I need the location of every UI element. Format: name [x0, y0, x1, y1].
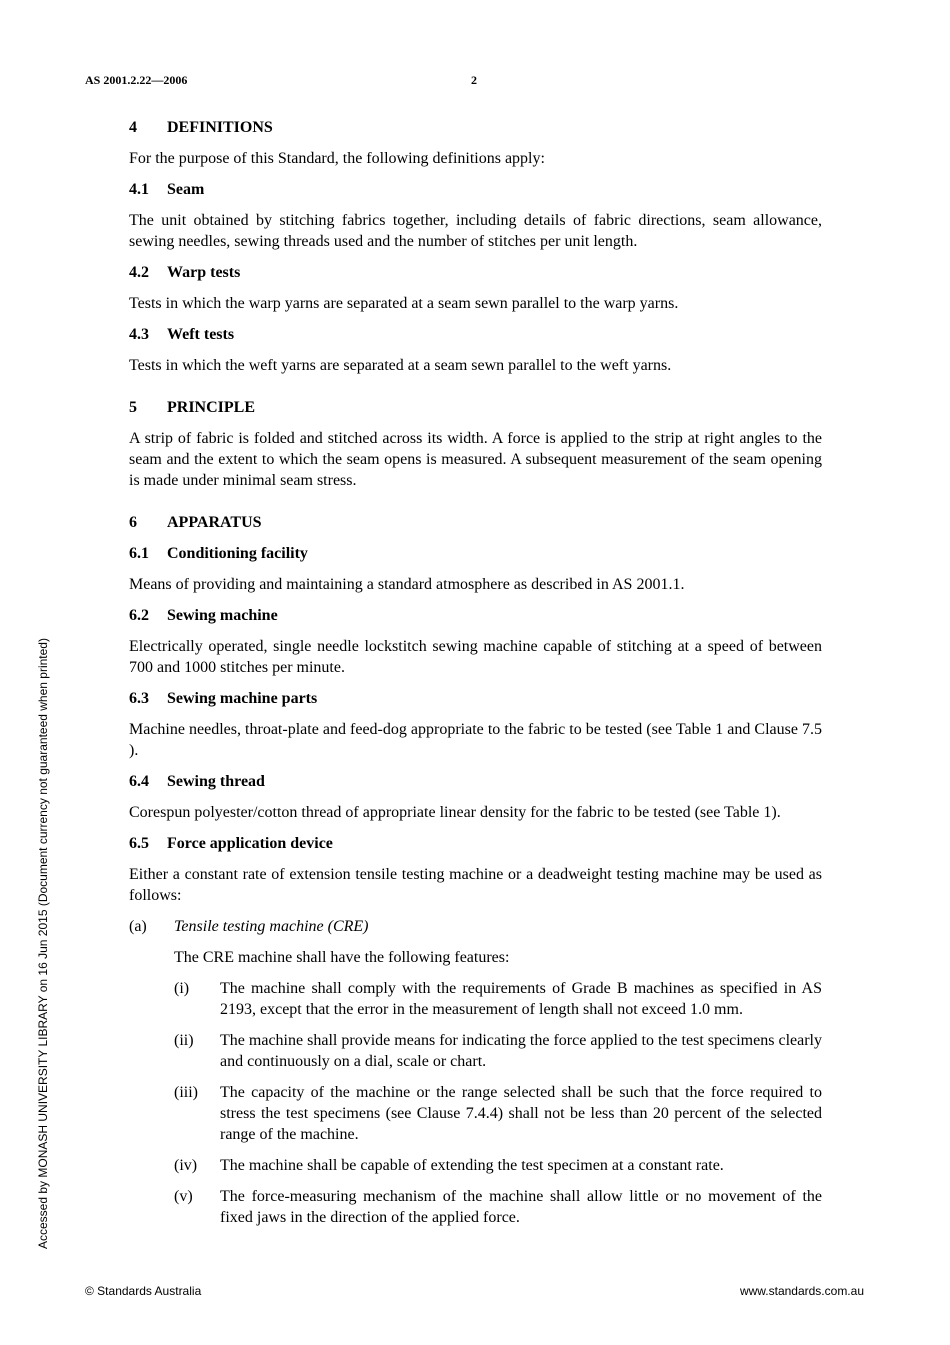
clause-4-3-text: Tests in which the weft yarns are separated at a seam sewn parallel to the weft yarns.	[129, 357, 672, 374]
clause-4-1-text: The unit obtained by stitching fabrics together, including details of fabric directions, seam allowance, sewing needles, sewing threads used and the number of stitches per unit length.	[129, 212, 822, 250]
list-item-text: The capacity of the machine or the range selected shall be such that the force required to stress the test specimens (see Clause 7.4.4) shall not be less than 20 percent of the selected range of the machine.	[220, 1084, 822, 1143]
document-id: AS 2001.2.22—2006	[85, 73, 188, 87]
list-item-a-title: Tensile testing machine (CRE)	[174, 918, 369, 935]
clause-4-3-heading: 4.3 Weft tests	[129, 326, 235, 343]
list-item-text: The machine shall provide means for indicating the force applied to the test specimens clearly and continuously on a dial, scale or chart.	[220, 1032, 822, 1070]
clause-6-3-heading: 6.3 Sewing machine parts	[129, 690, 318, 707]
section-4-intro: For the purpose of this Standard, the following definitions apply:	[129, 150, 545, 167]
clause-6-2-heading: 6.2 Sewing machine	[129, 607, 278, 624]
clause-6-3-text: Machine needles, throat-plate and feed-dog appropriate to the fabric to be tested (see Table 1 and Clause 7.5 ).	[129, 721, 822, 759]
clause-6-1-text: Means of providing and maintaining a standard atmosphere as described in AS 2001.1.	[129, 576, 685, 593]
list-item-iv	[174, 1155, 822, 1176]
section-6-heading: 6 APPARATUS	[129, 514, 262, 531]
list-item-text: The machine shall be capable of extending the test specimen at a constant rate.	[220, 1157, 724, 1174]
clause-6-5-heading: 6.5 Force application device	[129, 835, 333, 852]
footer-website: www.standards.com.au	[739, 1284, 864, 1298]
footer-copyright: © Standards Australia	[85, 1284, 202, 1298]
page-content	[129, 117, 822, 1238]
list-label: (v)	[174, 1188, 193, 1205]
page-number: 2	[471, 73, 477, 87]
clause-4-1-heading: 4.1 Seam	[129, 181, 205, 198]
clause-4-2-text: Tests in which the warp yarns are separated at a seam sewn parallel to the warp yarns.	[129, 295, 679, 312]
list-label: (ii)	[174, 1032, 194, 1049]
list-label: (a)	[129, 918, 147, 935]
list-item-a	[129, 916, 822, 937]
list-item-iii	[174, 1082, 822, 1145]
section-5-heading: 5 PRINCIPLE	[129, 399, 256, 416]
clause-6-2-text: Electrically operated, single needle lockstitch sewing machine capable of stitching at a speed of between 700 and 1000 stitches per minute.	[129, 638, 822, 676]
cre-intro: The CRE machine shall have the following features:	[174, 949, 510, 966]
list-label: (i)	[174, 980, 190, 997]
section-4-heading: 4 DEFINITIONS	[129, 119, 273, 136]
list-item-i	[174, 978, 822, 1020]
list-item-text: The force-measuring mechanism of the machine shall allow little or no movement of the fixed jaws in the direction of the applied force.	[220, 1188, 822, 1226]
clause-6-5-text: Either a constant rate of extension tensile testing machine or a deadweight testing machine may be used as follows:	[129, 866, 822, 904]
clause-4-2-heading: 4.2 Warp tests	[129, 264, 241, 281]
list-item-ii	[174, 1030, 822, 1072]
list-item-v	[174, 1186, 822, 1228]
clause-6-4-text: Corespun polyester/cotton thread of appropriate linear density for the fabric to be tested (see Table 1).	[129, 804, 781, 821]
clause-6-4-heading: 6.4 Sewing thread	[129, 773, 265, 790]
list-label: (iv)	[174, 1157, 198, 1174]
access-watermark: Accessed by MONASH UNIVERSITY LIBRARY on 16 Jun 2015 (Document currency not guaranteed when printed)	[36, 638, 50, 1249]
list-label: (iii)	[174, 1084, 198, 1101]
list-item-text: The machine shall comply with the requirements of Grade B machines as specified in AS 2193, except that the error in the measurement of length shall not exceed 1.0 mm.	[220, 980, 822, 1018]
clause-6-1-heading: 6.1 Conditioning facility	[129, 545, 308, 562]
section-5-text: A strip of fabric is folded and stitched across its width. A force is applied to the strip at right angles to the seam and the extent to which the seam opens is measured. A subsequent measurement of the seam opening is made under minimal seam stress.	[129, 430, 822, 489]
